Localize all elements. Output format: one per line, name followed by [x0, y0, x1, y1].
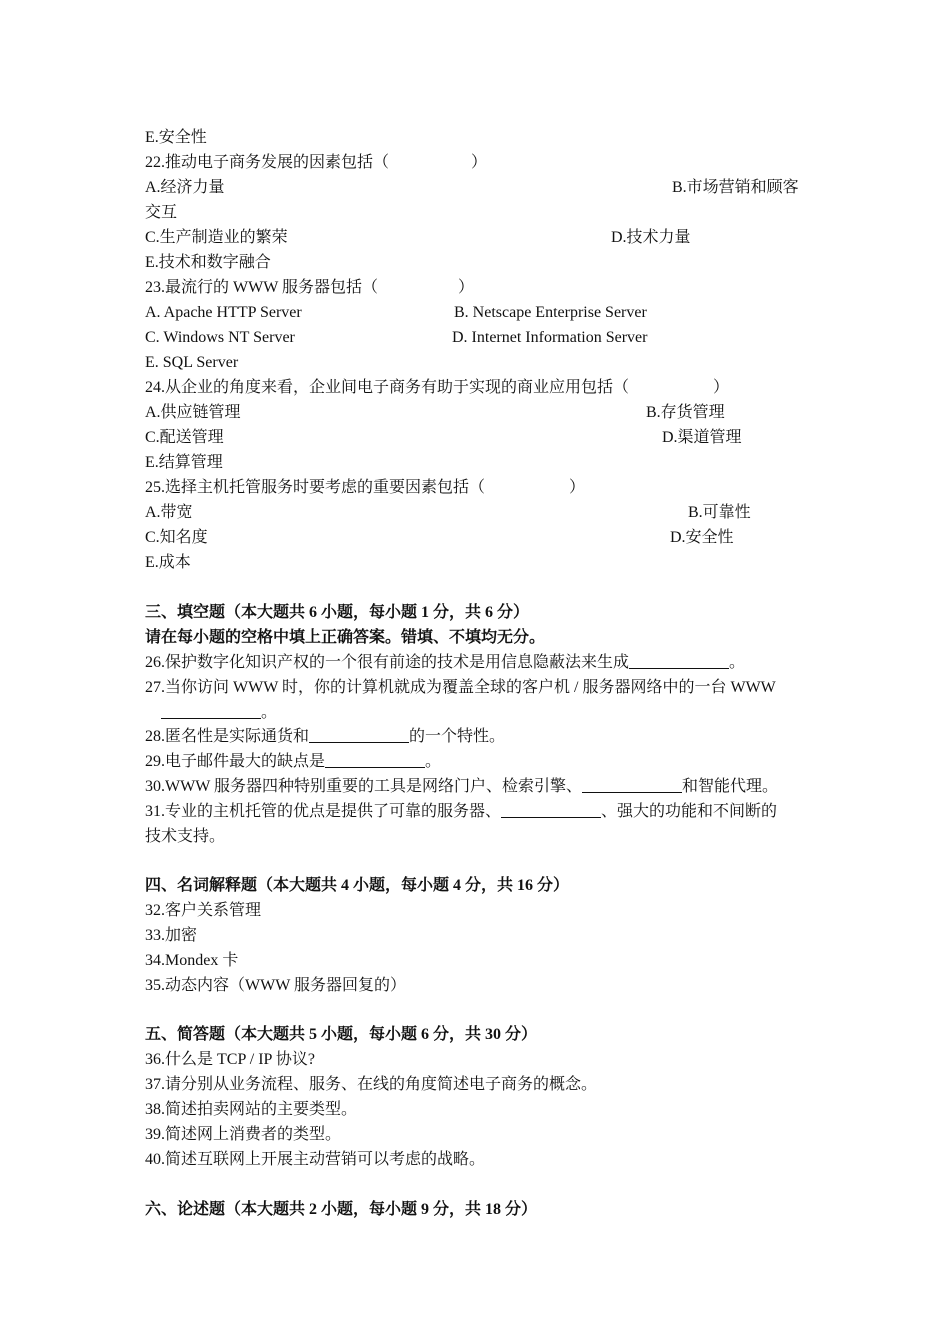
- q22-option-a: A.经济力量: [145, 179, 225, 196]
- q23-option-b: B. Netscape Enterprise Server: [454, 304, 647, 321]
- q27-blank: [161, 702, 261, 719]
- q31-end: 、强大的功能和不间断的: [601, 803, 778, 820]
- section3-instruction: 请在每小题的空格中填上正确答案。错填、不填均无分。: [145, 629, 546, 646]
- q23-option-a: A. Apache HTTP Server: [145, 304, 302, 321]
- q24-option-b: B.存货管理: [646, 404, 725, 421]
- q29-text: 29.电子邮件最大的缺点是: [145, 753, 326, 770]
- q28-end: 的一个特性。: [409, 728, 506, 745]
- q25-stem: [145, 475, 810, 500]
- q25-options-cd: [145, 525, 810, 550]
- q30: [145, 774, 810, 799]
- section5-heading: 五、简答题（本大题共 5 小题，每小题 6 分，共 30 分）: [145, 1026, 538, 1043]
- q22-option-c: C.生产制造业的繁荣: [145, 229, 288, 246]
- q25-options-ab: [145, 500, 810, 525]
- q28-text: 28.匿名性是实际通货和: [145, 728, 310, 745]
- q30-end: 和智能代理。: [682, 778, 779, 795]
- section3-heading: 三、填空题（本大题共 6 小题，每小题 1 分，共 6 分）: [145, 604, 530, 621]
- q25-option-b: B.可靠性: [688, 504, 751, 521]
- q26-text: 26.保护数字化知识产权的一个很有前途的技术是用信息隐蔽法来生成: [145, 654, 630, 671]
- section4-heading: 四、名词解释题（本大题共 4 小题，每小题 4 分，共 16 分）: [145, 877, 570, 894]
- q25-option-e: E.成本: [145, 554, 191, 571]
- q25-stem-close: ）: [569, 479, 586, 496]
- q22-stem-close: ）: [471, 154, 488, 171]
- q31: [145, 799, 810, 824]
- q23-option-c: C. Windows NT Server: [145, 329, 295, 346]
- q26-blank: [629, 652, 729, 669]
- q27-end: 。: [261, 704, 278, 721]
- q38: 38.简述拍卖网站的主要类型。: [145, 1101, 358, 1118]
- q26: [145, 650, 810, 675]
- q40: 40.简述互联网上开展主动营销可以考虑的战略。: [145, 1151, 486, 1168]
- q23-options-cd: [145, 325, 810, 350]
- q24-option-c: C.配送管理: [145, 429, 224, 446]
- q25-option-a: A.带宽: [145, 504, 193, 521]
- q24-option-a: A.供应链管理: [145, 404, 241, 421]
- q22-option-e: E.技术和数字融合: [145, 254, 271, 271]
- q29-blank: [325, 751, 425, 768]
- q35: 35.动态内容（WWW 服务器回复的）: [145, 977, 407, 994]
- q22-options-cd: [145, 225, 810, 250]
- q28-blank: [309, 726, 409, 743]
- q22-options-ab: [145, 175, 810, 200]
- q24-options-cd: [145, 425, 810, 450]
- q22-stem: [145, 150, 810, 175]
- q22-option-d: D.技术力量: [611, 229, 691, 246]
- q23-stem-close: ）: [458, 279, 475, 296]
- q23-stem-text: 23.最流行的 WWW 服务器包括（: [145, 279, 379, 296]
- q30-blank: [582, 776, 682, 793]
- q28: [145, 724, 810, 749]
- q24-options-ab: [145, 400, 810, 425]
- q22-option-b: B.市场营销和顾客: [672, 179, 799, 196]
- q27-continued: [145, 700, 810, 725]
- q21-option-e: E.安全性: [145, 129, 207, 146]
- q24-stem-text: 24.从企业的角度来看，企业间电子商务有助于实现的商业应用包括（: [145, 379, 630, 396]
- q29-end: 。: [425, 753, 442, 770]
- q25-option-d: D.安全性: [670, 529, 734, 546]
- q27: 27.当你访问 WWW 时，你的计算机就成为覆盖全球的客户机 / 服务器网络中的一台 WWW: [145, 679, 776, 696]
- q23-option-d: D. Internet Information Server: [452, 329, 648, 346]
- q25-option-c: C.知名度: [145, 529, 208, 546]
- q23-option-e: E. SQL Server: [145, 354, 239, 371]
- q31-continued: 技术支持。: [145, 828, 226, 845]
- q23-options-ab: [145, 300, 810, 325]
- q24-stem-close: ）: [713, 379, 730, 396]
- q36: 36.什么是 TCP / IP 协议?: [145, 1051, 315, 1068]
- q24-option-d: D.渠道管理: [662, 429, 742, 446]
- q23-stem: [145, 275, 810, 300]
- q30-text: 30.WWW 服务器四种特别重要的工具是网络门户、检索引擎、: [145, 778, 583, 795]
- section6-heading: 六、论述题（本大题共 2 小题，每小题 9 分，共 18 分）: [145, 1201, 538, 1218]
- q22-option-b-continued: 交互: [145, 204, 178, 221]
- q34: 34.Mondex 卡: [145, 952, 239, 969]
- q29: [145, 749, 810, 774]
- q22-stem-text: 22.推动电子商务发展的因素包括（: [145, 154, 390, 171]
- q32: 32.客户关系管理: [145, 902, 262, 919]
- q24-stem: [145, 375, 810, 400]
- q39: 39.简述网上消费者的类型。: [145, 1126, 342, 1143]
- q26-end: 。: [729, 654, 746, 671]
- q25-stem-text: 25.选择主机托管服务时要考虑的重要因素包括（: [145, 479, 486, 496]
- q37: 37.请分别从业务流程、服务、在线的角度简述电子商务的概念。: [145, 1076, 598, 1093]
- q31-blank: [501, 801, 601, 818]
- q33: 33.加密: [145, 927, 198, 944]
- q24-option-e: E.结算管理: [145, 454, 223, 471]
- q31-text: 31.专业的主机托管的优点是提供了可靠的服务器、: [145, 803, 502, 820]
